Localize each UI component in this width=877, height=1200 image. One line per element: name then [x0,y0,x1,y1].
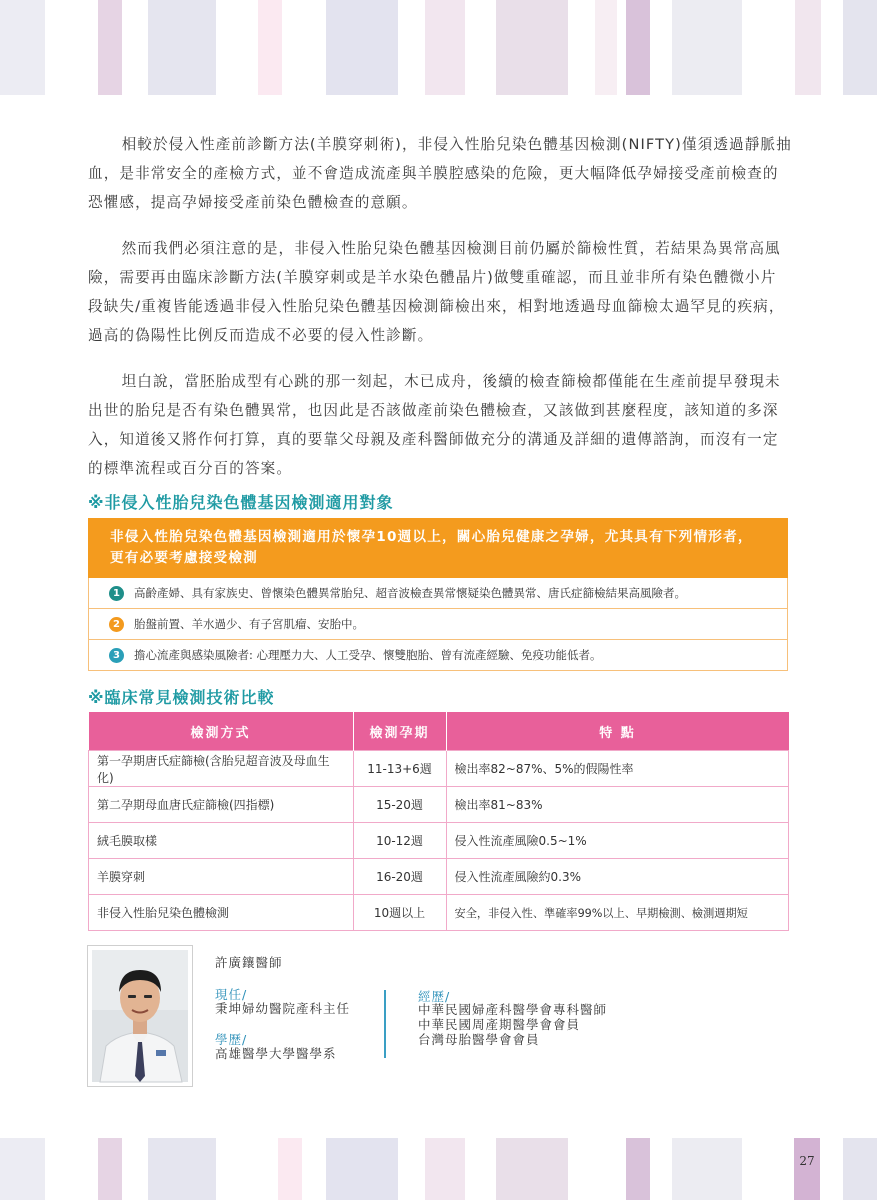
section-heading-comparison: ※臨床常見檢測技術比較 [88,688,275,707]
divider [384,990,386,1058]
number-badge-icon: 1 [109,586,124,601]
experience-item: 中華民國婦產科醫學會專科醫師 [418,1002,608,1017]
table-header-row [89,712,789,751]
number-badge-icon: 2 [109,617,124,632]
experience-label: 經歷/ [418,989,451,1004]
cell-period: 10-12週 [353,823,446,859]
doctor-photo [87,945,193,1087]
eligibility-item [88,578,788,609]
cell-method: 第二孕期母血唐氏症篩檢(四指標) [89,787,354,823]
cell-method: 第一孕期唐氏症篩檢(含胎兒超音波及母血生化) [89,751,354,787]
paragraph-2: 然而我們必須注意的是，非侵入性胎兒染色體基因檢測目前仍屬於篩檢性質，若結果為異常高風險，需要再由臨床診斷方法(羊膜穿刺或是羊水染色體晶片)做雙重確認，而且並非所有染色體微小片段缺失/重複皆能透過非侵入性胎兒染色體基因檢測篩檢出來，相對地透過母血篩檢太過罕見的疾病，過高的偽陽性比例反而造成不必要的侵入性診斷。 [88,240,785,344]
header-features: 特 點 [446,712,789,751]
cell-method: 非侵入性胎兒染色體檢測 [89,895,354,931]
cell-features: 安全，非侵入性、準確率99%以上、早期檢測、檢測週期短 [446,895,789,931]
eligibility-item-text: 高齡產婦、具有家族史、曾懷染色體異常胎兒、超音波檢查異常懷疑染色體異常、唐氏症篩檢結果高風險者。 [134,586,686,600]
education-label: 學歷/ [215,1032,248,1047]
eligibility-box-title: 非侵入性胎兒染色體基因檢測適用於懷孕10週以上，關心胎兒健康之孕婦，尤其具有下列情形者，更有必要考慮接受檢測 [88,518,788,578]
table-row [89,751,789,787]
education: 高雄醫學大學醫學系 [215,1046,337,1061]
eligibility-box [88,518,788,671]
eligibility-item-text: 擔心流產與感染風險者: 心理壓力大、人工受孕、懷雙胞胎、曾有流產經驗、免疫功能低者。 [134,648,602,662]
page-number: 27 [794,1138,820,1200]
table-row [89,787,789,823]
cell-features: 侵入性流產風險0.5~1% [446,823,789,859]
experience-item: 台灣母胎醫學會會員 [418,1032,540,1047]
eligibility-item-text: 胎盤前置、羊水過少、有子宮肌瘤、安胎中。 [134,617,364,631]
cell-period: 11-13+6週 [353,751,446,787]
section-heading-eligibility: ※非侵入性胎兒染色體基因檢測適用對象 [88,493,394,512]
header-method: 檢測方式 [89,712,354,751]
cell-method: 羊膜穿刺 [89,859,354,895]
eligibility-item [88,609,788,640]
cell-method: 絨毛膜取樣 [89,823,354,859]
table-row [89,859,789,895]
cell-features: 侵入性流產風險約0.3% [446,859,789,895]
bottom-stripe-band [0,1138,877,1200]
current-position-label: 現任/ [215,987,248,1002]
comparison-table [88,712,789,931]
table-row [89,823,789,859]
cell-features: 檢出率82~87%、5%的假陽性率 [446,751,789,787]
table-row [89,895,789,931]
header-period: 檢測孕期 [353,712,446,751]
paragraph-1: 相較於侵入性產前診斷方法(羊膜穿刺術)，非侵入性胎兒染色體基因檢測(NIFTY)僅須透過靜脈抽血，是非常安全的產檢方式，並不會造成流產與羊膜腔感染的危險，更大幅降低孕婦接受產前檢查的恐懼感，提高孕婦接受產前染色體檢查的意願。 [88,136,792,211]
doctor-name: 許廣鑲醫師 [215,955,283,970]
cell-period: 15-20週 [353,787,446,823]
paragraph-3: 坦白說，當胚胎成型有心跳的那一刻起，木已成舟，後續的檢查篩檢都僅能在生產前提早發現未出世的胎兒是否有染色體異常，也因此是否該做產前染色體檢查，又該做到甚麼程度，該知道的多深入，知道後又將作何打算，真的要靠父母親及產科醫師做充分的溝通及詳細的遺傳諮詢，而沒有一定的標準流程或百分百的答案。 [88,373,781,477]
experience-item: 中華民國周產期醫學會會員 [418,1017,581,1032]
doctor-portrait-icon [88,946,192,1086]
top-stripe-band [0,0,877,95]
eligibility-item [88,640,788,671]
cell-period: 10週以上 [353,895,446,931]
cell-period: 16-20週 [353,859,446,895]
number-badge-icon: 3 [109,648,124,663]
current-position: 秉坤婦幼醫院產科主任 [215,1001,351,1016]
cell-features: 檢出率81~83% [446,787,789,823]
